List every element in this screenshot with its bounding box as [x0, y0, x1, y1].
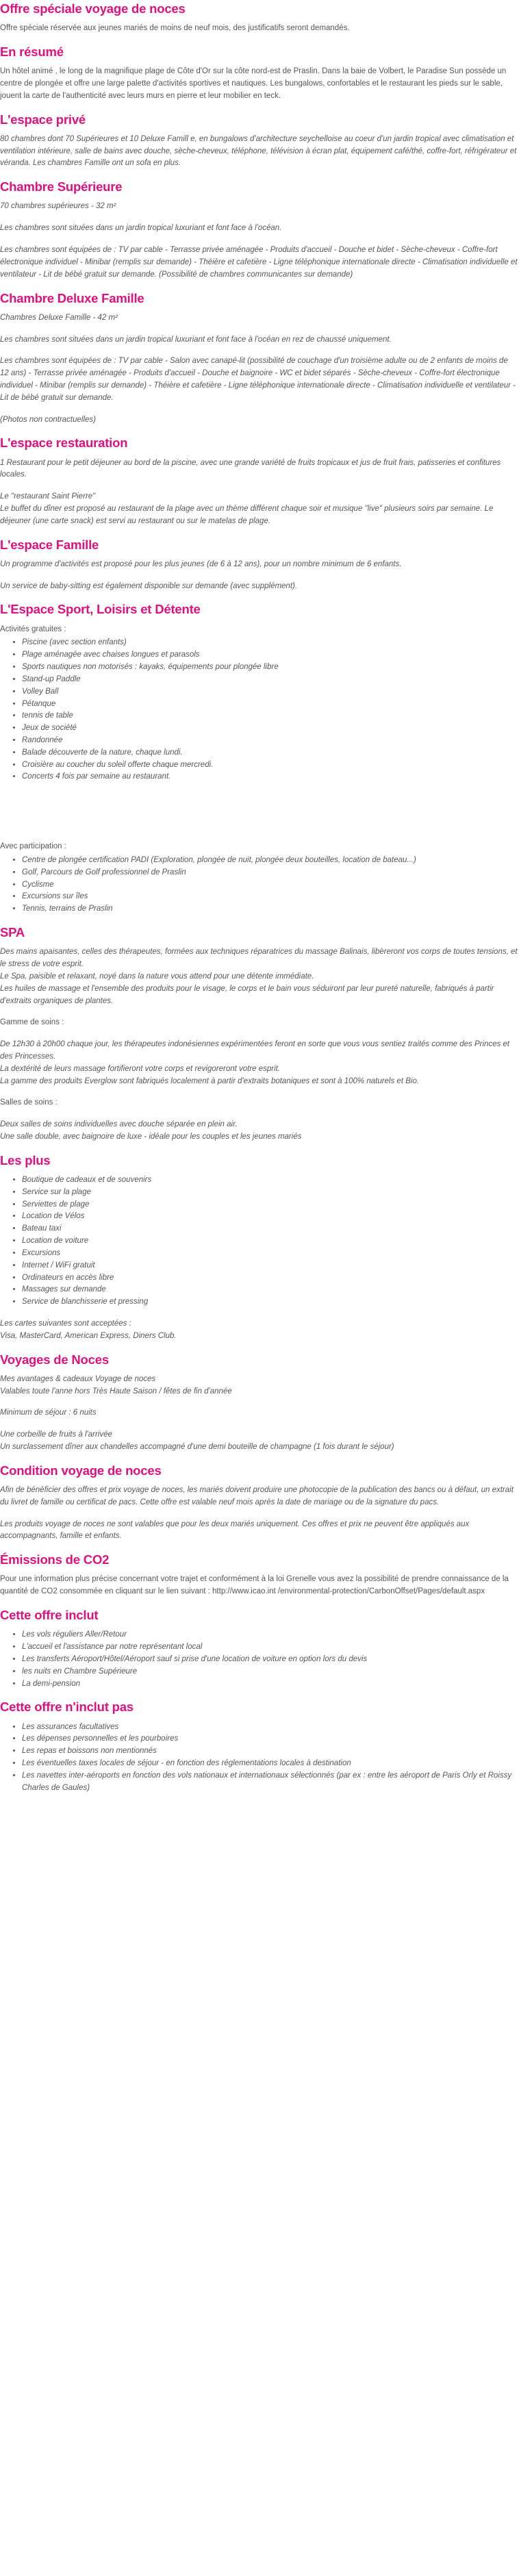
chambre-superieure-subtitle: 70 chambres supérieures - 32 m² [0, 202, 116, 211]
list-item: • Service sur la plage [22, 1187, 518, 1199]
activites-gratuites-label: Activités gratuites : [0, 624, 66, 633]
list-item: • Cyclisme [22, 879, 518, 892]
spa-p1: Des mains apaisantes, celles des thérapeutes, formées aux techniques réparatrices du massage Balinais, libèreront vos corps de toutes tensions, et le stress de votre esprit. Le Spa, paisible et relaxant, noyé dans la nature vous attend pour une détente immédiate. Les huiles de massage et l'ensemble des produits pour le visage, le corps et le bain vous séduiront par leur pureté naturelle, fabriqués à partir d'extraits organiques de plantes. [0, 948, 518, 1005]
offre-inclut-list [0, 1629, 518, 1690]
list-item: • Pétanque [22, 698, 518, 711]
list-item: • les nuits en Chambre Supérieure [22, 1666, 518, 1678]
list-item: • Piscine (avec section enfants) [22, 637, 518, 649]
list-item: • Les éventuelles taxes locales de séjour - en fonction des réglementations locales à destination [22, 1758, 518, 1770]
list-item: • Les assurances facultatives [22, 1721, 518, 1734]
co2-text: Pour une information plus précise concernant votre trajet et conformément à la loi Grenelle vous avez la possibilité de prendre connaissance de la quantité de CO2 consommée en cliquant sur le lien suivant : http://www.icao.int /environmental-protection/CarbonOffset/Pages/default.aspx [0, 1575, 509, 1596]
offre-speciale-text: Offre spéciale réservée aux jeunes mariés de moins de neuf mois, des justificatifs seront demandés. [0, 24, 350, 33]
list-item: • Location de voiture [22, 1235, 518, 1248]
section-title-chambre-deluxe: Chambre Deluxe Famille [0, 290, 144, 305]
section-title-co2: Émissions de CO2 [0, 1552, 110, 1567]
list-item: • Croisière au coucher du soleil offerte chaque mercredi. [22, 759, 518, 772]
spa-p3: De 12h30 à 20h00 chaque jour, les thérapeutes indonésiennes expérimentées feront en sorte que vous vous sentiez traités comme des Princes et des Princesses. La dextérité de leurs massage fortifieront votre corps et revigoreront votre esprit. La gamme des produits Everglow sont fabriqués localement à partir d'extraits botaniques et sont à 100% naturels et Bio. [0, 1040, 510, 1085]
section-title-famille: L'espace Famille [0, 537, 99, 552]
spa-p5: Deux salles de soins individuelles avec douche séparée en plein air. Une salle double, avec baignoire de luxe - idéale pour les couples et les jeunes mariés [0, 1120, 302, 1141]
list-item: • Excursions sur îles [22, 891, 518, 903]
list-item: • Service de blanchisserie et pressing [22, 1296, 518, 1309]
list-item: • Bateau taxi [22, 1223, 518, 1235]
spa-salles-label: Salles de soins : [0, 1098, 58, 1107]
voyages-noces-p1: Mes avantages & cadeaux Voyage de noces Valables toute l'anne hors Très Haute Saison / fêtes de fin d'année [0, 1374, 232, 1396]
cartes-acceptees: Les cartes suivantes sont acceptées : Visa, MasterCard, American Express, Diners Club. [0, 1319, 177, 1340]
list-item: • Les navettes inter-aéroports en fonction des vols nationaux et internationaux sélectionnés (par ex : entre les aéroport de Paris Orly et Roissy Charles de Gaules) [22, 1770, 518, 1795]
voyages-noces-p3: Une corbeille de fruits à l'arrivée Un surclassement dîner aux chandelles accompagné d'une demi bouteille de champagne (1 fois durant le séjour) [0, 1430, 394, 1451]
list-item: • Stand-up Paddle [22, 674, 518, 686]
list-item: • Excursions [22, 1248, 518, 1260]
chambre-deluxe-p2: Les chambres sont équipées de : TV par cable - Salon avec canapé-lit (possibilité de couchage d'un troisième adulte ou de 2 enfants de moins de 12 ans) - Terrasse privée aménagée - Produits d'accueil - Douche et baignoire - WC et bidet séparés - Sèche-cheveux - Coffre-fort électronique individuel - Minibar (remplis sur demande) - Théière et cafetière - Ligne téléphonique internationale directe - Climatisation individuelle et ventilateur - Lit de bébé gratuit sur demande. [0, 357, 516, 402]
section-title-offre-speciale: Offre spéciale voyage de noces [0, 1, 186, 16]
list-item: • Balade découverte de la nature, chaque lundi. [22, 747, 518, 759]
list-item: • Volley Ball [22, 686, 518, 698]
list-item: • Les dépenses personnelles et les pourboires [22, 1733, 518, 1745]
section-title-condition-noces: Condition voyage de noces [0, 1463, 162, 1478]
section-title-offre-ninclut-pas: Cette offre n'inclut pas [0, 1700, 134, 1715]
list-item: • Les vols réguliers Aller/Retour [22, 1629, 518, 1641]
restauration-p1: 1 Restaurant pour le petit déjeuner au bord de la piscine, avec une grande variété de fruits tropicaux et jus de fruit frais, patisseries et confitures locales. [0, 458, 501, 479]
list-item: • Serviettes de plage [22, 1199, 518, 1211]
spa-gamme-label: Gamme de soins : [0, 1018, 64, 1027]
avec-participation-list [0, 855, 518, 916]
chambre-deluxe-photos-note: (Photos non contractuelles) [0, 415, 96, 424]
spacer [0, 792, 518, 841]
condition-noces-p2: Les produits voyage de noces ne sont valables que pour les deux mariés uniquement. Ces offres et prix ne peuvent être appliqués aux accompagnants, famille et enfants. [0, 1519, 470, 1541]
section-title-voyages-de-noces: Voyages de Noces [0, 1352, 109, 1367]
list-item: • Tennis, terrains de Praslin [22, 903, 518, 916]
restauration-p2-text: Le buffet du dîner est proposé au restaurant de la plage avec un thème différent chaque soir et musique "live" plusieurs soirs par semaine. Le déjeuner (une carte snack) est servi au restaurant ou sur le matelas de plage. [0, 505, 494, 525]
list-item: • Jeux de société [22, 722, 518, 735]
section-title-espace-prive: L'espace privé [0, 112, 86, 127]
list-item: • Les transferts Aéroport/Hôtel/Aéroport sauf si prise d'une location de voiture en option lors du devis [22, 1654, 518, 1666]
list-item: • L'accueil et l'assistance par notre représentant local [22, 1641, 518, 1654]
section-title-les-plus: Les plus [0, 1152, 51, 1167]
chambre-deluxe-p1: Les chambres sont situées dans un jardin tropical luxuriant et font face à l'océan en rez de chaussé uniquement. [0, 335, 392, 344]
famille-p2: Un service de baby-sitting est également disponible sur demande (avec supplément). [0, 581, 298, 590]
espace-prive-text: 80 chambres dont 70 Supérieures et 10 Deluxe Famill e, en bungalows d'architecture seychelloise au coeur d'un jardin tropical avec climatisation et ventilation intérieure, salle de bains avec douche, sèche-cheveux, téléphone, télévision à écran plat, équipement café/thé, coffre-fort, réfrigérateur et véranda. Les chambres Famille ont un sofa en plus. [0, 134, 517, 168]
list-item: • Sports nautiques non motorisés : kayaks, équipements pour plongée libre [22, 661, 518, 674]
list-item: • Internet / WiFi gratuit [22, 1260, 518, 1272]
list-item: • Ordinateurs en accès libre [22, 1272, 518, 1285]
list-item: • Massages sur demande [22, 1284, 518, 1296]
chambre-deluxe-subtitle: Chambres Deluxe Famille - 42 m² [0, 313, 118, 322]
list-item: • Location de Vélos [22, 1211, 518, 1223]
restauration-p2 [0, 491, 518, 527]
chambre-superieure-p2: Les chambres sont équipées de : TV par cable - Terrasse privée aménagée - Produits d'accueil - Douche et bidet - Sèche-cheveux - Coffre-fort électronique individuel - Minibar (remplis sur demande) - Théière et cafetière - Ligne téléphonique internationale directe - Climatisation individuelle et ventilateur - Lit de bébé gratuit sur demande. (Possibilité de chambres communicantes sur demande) [0, 246, 518, 279]
section-title-resume: En résumé [0, 45, 64, 59]
famille-p1: Un programme d'activités est proposé pour les plus jeunes (de 6 à 12 ans), pour un nombre minimum de 6 enfants. [0, 559, 402, 568]
list-item: • La demi-pension [22, 1678, 518, 1691]
activites-gratuites-list [0, 637, 518, 783]
list-item: • Centre de plongée certification PADI (Exploration, plongée de nuit, plongée deux bouteilles, location de bateau...) [22, 855, 518, 867]
list-item: • Golf, Parcours de Golf professionnel de Praslin [22, 867, 518, 879]
list-item: • tennis de table [22, 710, 518, 722]
section-title-sport-loisirs: L'Espace Sport, Loisirs et Détente [0, 602, 201, 617]
section-title-restauration: L'espace restauration [0, 435, 128, 451]
list-item: • Plage aménagée avec chaises longues et parasols [22, 649, 518, 661]
section-title-offre-inclut: Cette offre inclut [0, 1608, 99, 1623]
list-item: • Les repas et boissons non mentionnés [22, 1745, 518, 1758]
list-item: • Concerts 4 fois par semaine au restaurant. [22, 771, 518, 783]
restaurant-name: Le "restaurant Saint Pierre" [0, 492, 96, 501]
list-item: • Randonnée [22, 735, 518, 747]
avec-participation-label: Avec participation : [0, 842, 66, 851]
section-title-chambre-superieure: Chambre Supérieure [0, 179, 123, 194]
section-title-spa: SPA [0, 925, 25, 940]
list-item: • Boutique de cadeaux et de souvenirs [22, 1174, 518, 1187]
resume-text: Un hôtel animé , le long de la magnifique plage de Côte d'Or sur la côte nord-est de Praslin. Dans la baie de Volbert, le Paradise Sun possède un centre de plongée et offre une large palette d'activités sportives et nautiques. Les bungalows, confortables et le restaurant les pieds sur le sable, jouent la carte de l'authenticité avec leurs murs en pierre et leur mobilier en teck. [0, 67, 507, 100]
chambre-superieure-p1: Les chambres sont situées dans un jardin tropical luxuriant et font face à l'océan. [0, 224, 282, 233]
voyages-noces-min-sejour: Minimum de séjour : 6 nuits [0, 1409, 97, 1417]
les-plus-list [0, 1174, 518, 1309]
condition-noces-p1: Afin de bénéficier des offres et prix voyage de noces, les mariés doivent produire une photocopie de la publication des bancs ou à défaut, un extrait du livret de famille ou certificat de pacs. Cette offre est valable neuf mois après la date de mariage ou de la signature du pacs. [0, 1486, 514, 1506]
offre-ninclut-pas-list [0, 1721, 518, 1795]
